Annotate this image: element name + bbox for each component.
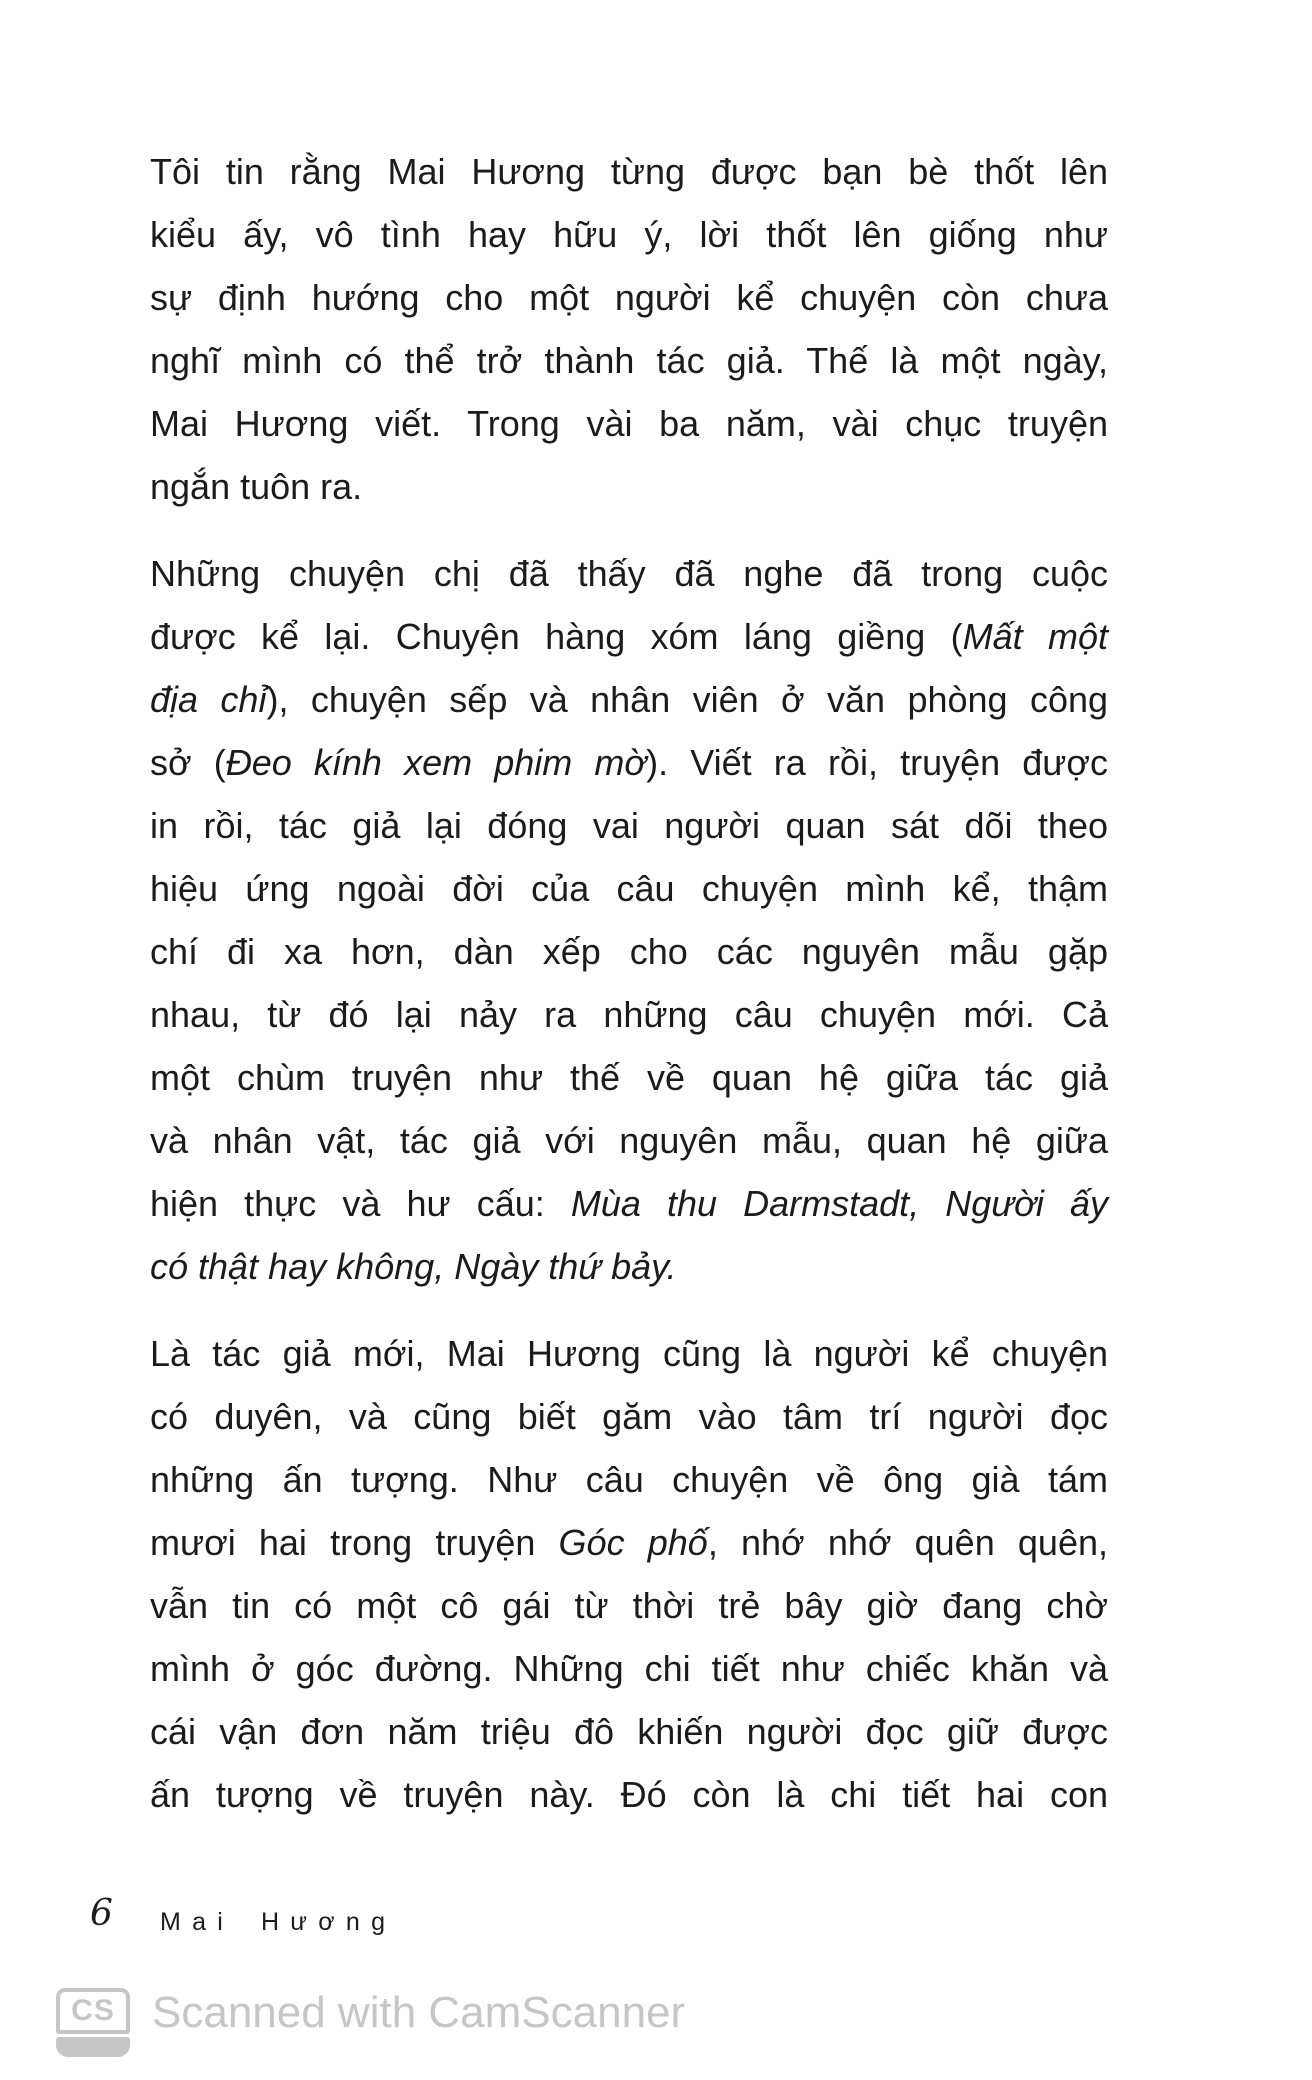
- text-run: nhau, từ đó lại nảy ra những câu chuyện mới. Cả: [150, 994, 1108, 1035]
- text-line: [150, 1511, 1108, 1574]
- text-line: [150, 1763, 1108, 1826]
- text-run: mươi hai trong truyện: [150, 1522, 559, 1563]
- camscanner-logo-base: [56, 2037, 130, 2057]
- text-run: có thật hay không, Ngày thứ bảy.: [150, 1246, 677, 1287]
- paragraph: [150, 1322, 1108, 1826]
- watermark-text: Scanned with CamScanner: [152, 1988, 686, 2037]
- text-run: những ấn tượng. Như câu chuyện về ông già tám: [150, 1459, 1108, 1500]
- text-line: [150, 203, 1108, 266]
- text-line: [150, 1046, 1108, 1109]
- text-line: [150, 731, 1108, 794]
- text-run: Góc phố: [558, 1522, 708, 1563]
- text-run: địa chỉ: [150, 679, 267, 720]
- text-line: [150, 605, 1108, 668]
- text-line: [150, 329, 1108, 392]
- text-line: [150, 1172, 1108, 1235]
- text-line: [150, 1109, 1108, 1172]
- text-line: [150, 1385, 1108, 1448]
- camscanner-logo-icon: [56, 1988, 130, 2057]
- text-run: Là tác giả mới, Mai Hương cũng là người kể chuyện: [150, 1333, 1108, 1374]
- text-run: mình ở góc đường. Những chi tiết như chiếc khăn và: [150, 1648, 1108, 1689]
- text-run: , nhớ nhớ quên quên,: [707, 1522, 1108, 1563]
- text-run: Tôi tin rằng Mai Hương từng được bạn bè thốt lên: [150, 151, 1108, 192]
- text-run: Mùa thu Darmstadt, Người ấy: [570, 1183, 1109, 1224]
- text-run: ấn tượng về truyện này. Đó còn là chi tiết hai con: [150, 1774, 1108, 1815]
- text-line: [150, 1637, 1108, 1700]
- text-line: [150, 794, 1108, 857]
- text-line: [150, 668, 1108, 731]
- text-run: hiệu ứng ngoài đời của câu chuyện mình kể, thậm: [150, 868, 1108, 909]
- text-run: in rồi, tác giả lại đóng vai người quan sát dõi theo: [150, 805, 1108, 846]
- camscanner-logo-letters: CS: [56, 1988, 130, 2034]
- text-run: một chùm truyện như thế về quan hệ giữa tác giả: [150, 1057, 1108, 1098]
- running-title: Mai Hương: [160, 1908, 397, 1936]
- text-run: Đeo kính xem phim mờ: [225, 742, 647, 783]
- text-run: ). Viết ra rồi, truyện được: [646, 742, 1108, 783]
- page-text: [150, 140, 1108, 1826]
- text-run: Những chuyện chị đã thấy đã nghe đã trong cuộc: [150, 553, 1108, 594]
- text-line: [150, 455, 1108, 518]
- text-run: được kể lại. Chuyện hàng xóm láng giềng (: [150, 616, 963, 657]
- text-line: [150, 542, 1108, 605]
- text-line: [150, 392, 1108, 455]
- page-number: 6: [90, 1893, 113, 1934]
- paragraph: [150, 140, 1108, 518]
- text-line: [150, 1448, 1108, 1511]
- text-run: ngắn tuôn ra.: [150, 466, 363, 507]
- text-run: sở (: [150, 742, 226, 783]
- text-line: [150, 266, 1108, 329]
- text-run: hiện thực và hư cấu:: [150, 1183, 571, 1224]
- text-run: Mất một: [962, 616, 1108, 657]
- text-run: cái vận đơn năm triệu đô khiến người đọc giữ được: [150, 1711, 1108, 1752]
- text-line: [150, 1574, 1108, 1637]
- text-line: [150, 1235, 1108, 1298]
- text-line: [150, 857, 1108, 920]
- text-run: và nhân vật, tác giả với nguyên mẫu, quan hệ giữa: [150, 1120, 1108, 1161]
- text-line: [150, 1700, 1108, 1763]
- text-line: [150, 1322, 1108, 1385]
- camscanner-watermark: [56, 1988, 685, 2057]
- text-run: có duyên, và cũng biết găm vào tâm trí người đọc: [150, 1396, 1108, 1437]
- text-line: [150, 920, 1108, 983]
- text-run: chí đi xa hơn, dàn xếp cho các nguyên mẫu gặp: [150, 931, 1108, 972]
- text-run: ), chuyện sếp và nhân viên ở văn phòng công: [266, 679, 1109, 720]
- text-run: nghĩ mình có thể trở thành tác giả. Thế là một ngày,: [150, 340, 1108, 381]
- text-line: [150, 140, 1108, 203]
- text-line: [150, 983, 1108, 1046]
- text-run: kiểu ấy, vô tình hay hữu ý, lời thốt lên giống như: [150, 214, 1108, 255]
- text-run: sự định hướng cho một người kể chuyện còn chưa: [150, 277, 1108, 318]
- paragraph: [150, 542, 1108, 1298]
- text-run: vẫn tin có một cô gái từ thời trẻ bây giờ đang chờ: [150, 1585, 1108, 1626]
- text-run: Mai Hương viết. Trong vài ba năm, vài chục truyện: [150, 403, 1108, 444]
